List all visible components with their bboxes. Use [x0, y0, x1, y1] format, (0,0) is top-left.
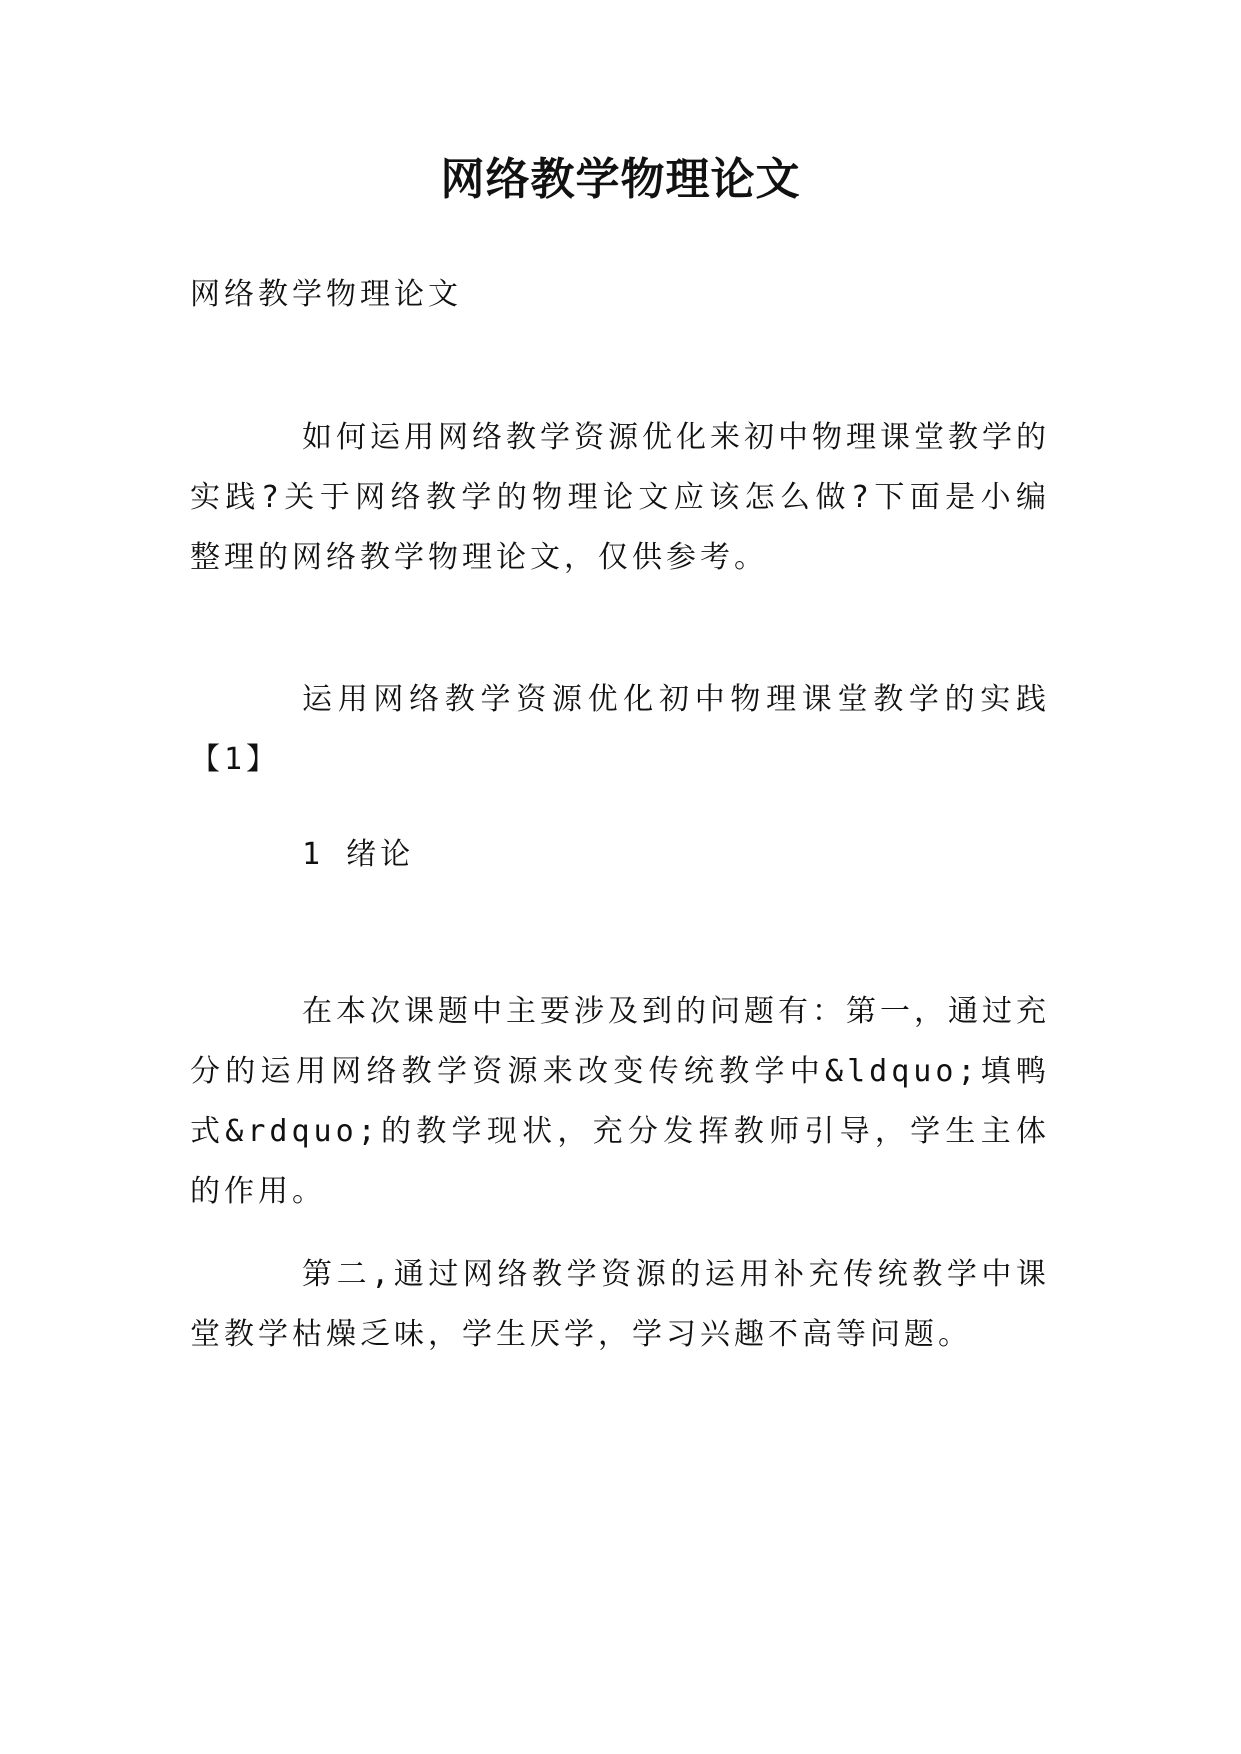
chapter-heading: 1 绪论 — [302, 837, 415, 872]
document-subtitle: 网络教学物理论文 — [190, 277, 462, 312]
body-paragraph-1: 在本次课题中主要涉及到的问题有：第一，通过充分的运用网络教学资源来改变传统教学中&ldquo;填鸭式&rdquo;的教学现状，充分发挥教师引导，学生主体的作用。 — [190, 994, 1050, 1209]
document-title: 网络教学物理论文 — [440, 154, 801, 205]
section-heading: 运用网络教学资源优化初中物理课堂教学的实践【1】 — [190, 682, 1050, 777]
body-paragraph-2: 第二,通过网络教学资源的运用补充传统教学中课堂教学枯燥乏味，学生厌学，学习兴趣不高等问题。 — [190, 1257, 1050, 1352]
intro-paragraph: 如何运用网络教学资源优化来初中物理课堂教学的实践?关于网络教学的物理论文应该怎么做?下面是小编整理的网络教学物理论文，仅供参考。 — [190, 420, 1050, 575]
